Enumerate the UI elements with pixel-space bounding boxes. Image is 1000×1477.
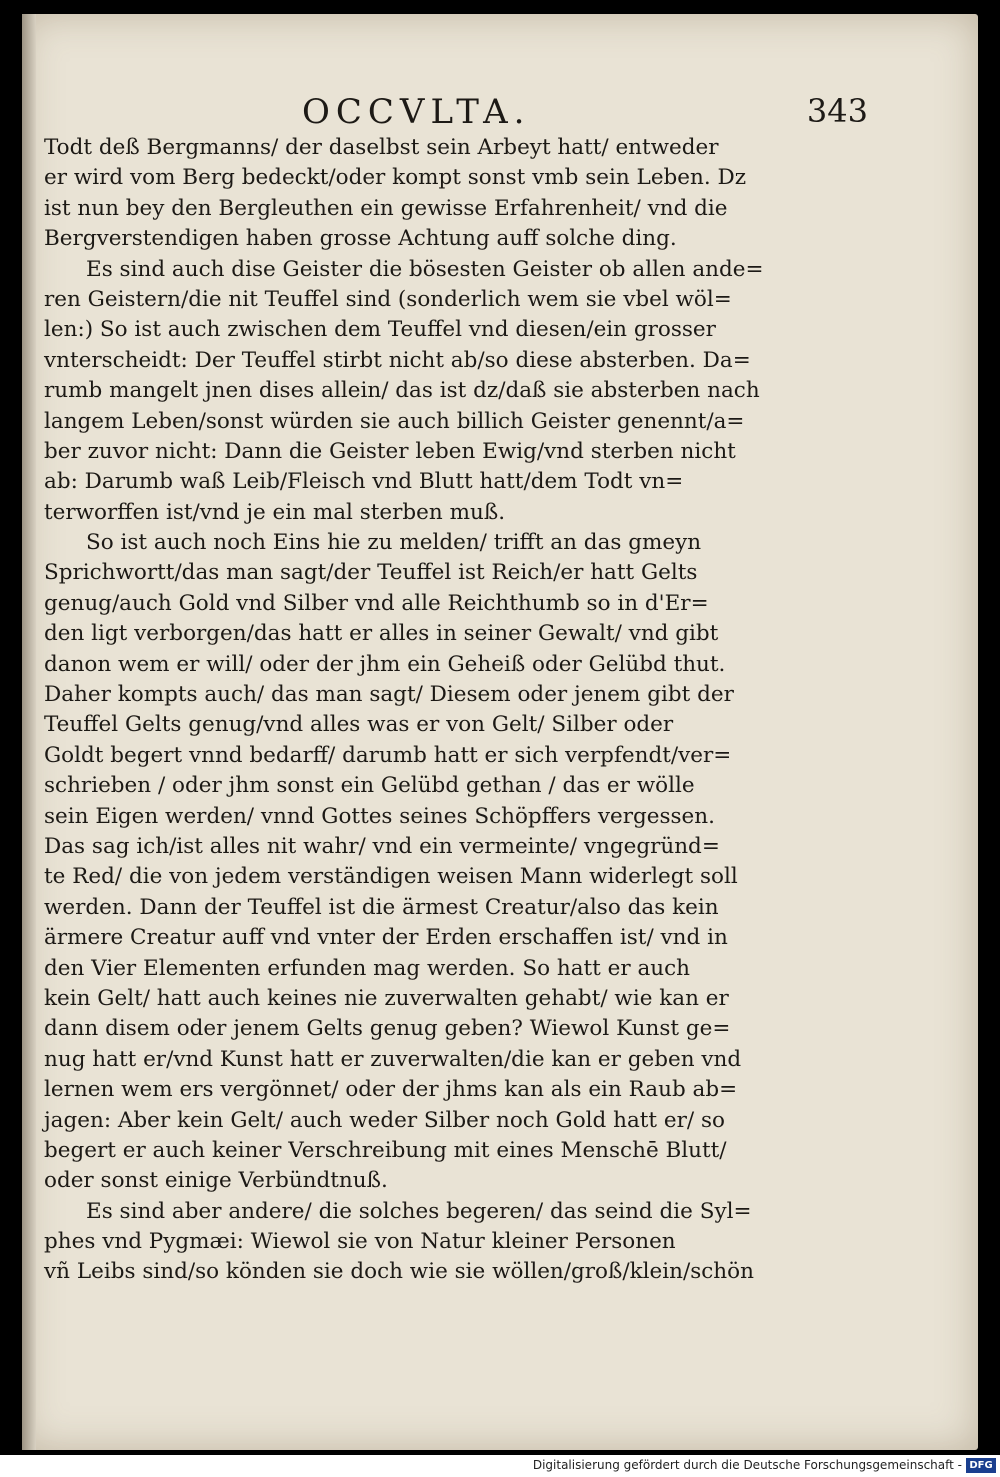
text-line: rumb mangelt jnen dises allein/ das ist dz/daß sie absterben nach bbox=[44, 378, 760, 404]
text-line: dann disem oder jenem Gelts genug geben? Wiewol Kunst ge= bbox=[44, 1016, 731, 1042]
text-line: sein Eigen werden/ vnnd Gottes seines Schöpffers vergessen. bbox=[44, 803, 715, 829]
text-line: vñ Leibs sind/so könden sie doch wie sie wöllen/groß/klein/schön bbox=[44, 1259, 754, 1285]
text-line: Es sind auch dise Geister die bösesten Geister ob allen ande= bbox=[86, 256, 764, 282]
text-line: genug/auch Gold vnd Silber vnd alle Reichthumb so in d'Er= bbox=[44, 590, 709, 616]
text-line: danon wem er will/ oder der jhm ein Geheiß oder Gelübd thut. bbox=[44, 651, 726, 677]
text-line: vnterscheidt: Der Teuffel stirbt nicht ab/so diese absterben. Da= bbox=[44, 347, 751, 373]
text-line: ber zuvor nicht: Dann die Geister leben Ewig/vnd sterben nicht bbox=[44, 438, 736, 464]
text-line: werden. Dann der Teuffel ist die ärmest Creatur/also das kein bbox=[44, 894, 719, 920]
page-gutter-shadow bbox=[22, 14, 36, 1450]
text-line: kein Gelt/ hatt auch keines nie zuverwalten gehabt/ wie kan er bbox=[44, 985, 729, 1011]
text-line: terworffen ist/vnd je ein mal sterben muß. bbox=[44, 499, 506, 525]
running-title: OCCVLTA. bbox=[302, 92, 531, 132]
text-line: ab: Darumb waß Leib/Fleisch vnd Blutt hatt/dem Todt vn= bbox=[44, 469, 684, 495]
text-line: den ligt verborgen/das hatt er alles in seiner Gewalt/ vnd gibt bbox=[44, 621, 719, 647]
text-line: ist nun bey den Bergleuthen ein gewisse Erfahrenheit/ vnd die bbox=[44, 195, 728, 221]
text-line: Sprichwortt/das man sagt/der Teuffel ist Reich/er hatt Gelts bbox=[44, 560, 698, 586]
text-line: ren Geistern/die nit Teuffel sind (sonderlich wem sie vbel wöl= bbox=[44, 286, 732, 312]
text-line: So ist auch noch Eins hie zu melden/ trifft an das gmeyn bbox=[86, 530, 702, 556]
text-line: begert er auch keiner Verschreibung mit eines Menschē Blutt/ bbox=[44, 1137, 727, 1163]
text-line: len:) So ist auch zwischen dem Teuffel vnd diesen/ein grosser bbox=[44, 317, 716, 343]
text-line: Todt deß Bergmanns/ der daselbst sein Arbeyt hatt/ entweder bbox=[44, 135, 719, 160]
text-line: te Red/ die von jedem verständigen weisen Mann widerlegt soll bbox=[44, 864, 738, 890]
footer-credit: Digitalisierung gefördert durch die Deutsche Forschungsgemeinschaft - bbox=[532, 1458, 962, 1472]
text-line: Es sind aber andere/ die solches begeren/ das seind die Syl= bbox=[86, 1198, 752, 1224]
text-line: den Vier Elementen erfunden mag werden. So hatt er auch bbox=[44, 955, 691, 981]
text-line: er wird vom Berg bedeckt/oder kompt sonst vmb sein Leben. Dz bbox=[44, 165, 747, 191]
running-head bbox=[272, 92, 938, 132]
footer-bar bbox=[0, 1455, 1000, 1477]
page-number: 343 bbox=[806, 92, 868, 130]
text-line: Teuffel Gelts genug/vnd alles was er von Gelt/ Silber oder bbox=[44, 712, 674, 738]
text-line: phes vnd Pygmæi: Wiewol sie von Natur kleiner Personen bbox=[44, 1229, 676, 1255]
text-line: Das sag ich/ist alles nit wahr/ vnd ein vermeinte/ vngegründ= bbox=[44, 833, 720, 859]
text-line: Goldt begert vnnd bedarff/ darumb hatt er sich verpfendt/ver= bbox=[44, 742, 732, 768]
text-line: jagen: Aber kein Gelt/ auch weder Silber noch Gold hatt er/ so bbox=[44, 1107, 725, 1133]
text-line: ärmere Creatur auff vnd vnter der Erden erschaffen ist/ vnd in bbox=[44, 925, 728, 951]
text-line: nug hatt er/vnd Kunst hatt er zuverwalten/die kan er geben vnd bbox=[44, 1046, 742, 1072]
text-line: schrieben / oder jhm sonst ein Gelübd gethan / das er wölle bbox=[44, 773, 695, 799]
dfg-logo: DFG bbox=[966, 1458, 996, 1473]
text-line: Bergverstendigen haben grosse Achtung auff solche ding. bbox=[44, 226, 677, 252]
text-line: lernen wem ers vergönnet/ oder der jhms kan als ein Raub ab= bbox=[44, 1077, 738, 1103]
text-line: Daher kompts auch/ das man sagt/ Diesem oder jenem gibt der bbox=[44, 682, 734, 708]
body-text bbox=[44, 133, 764, 1288]
text-line: langem Leben/sonst würden sie auch billich Geister genennt/a= bbox=[44, 408, 745, 434]
text-line: oder sonst einige Verbündtnuß. bbox=[44, 1168, 388, 1194]
